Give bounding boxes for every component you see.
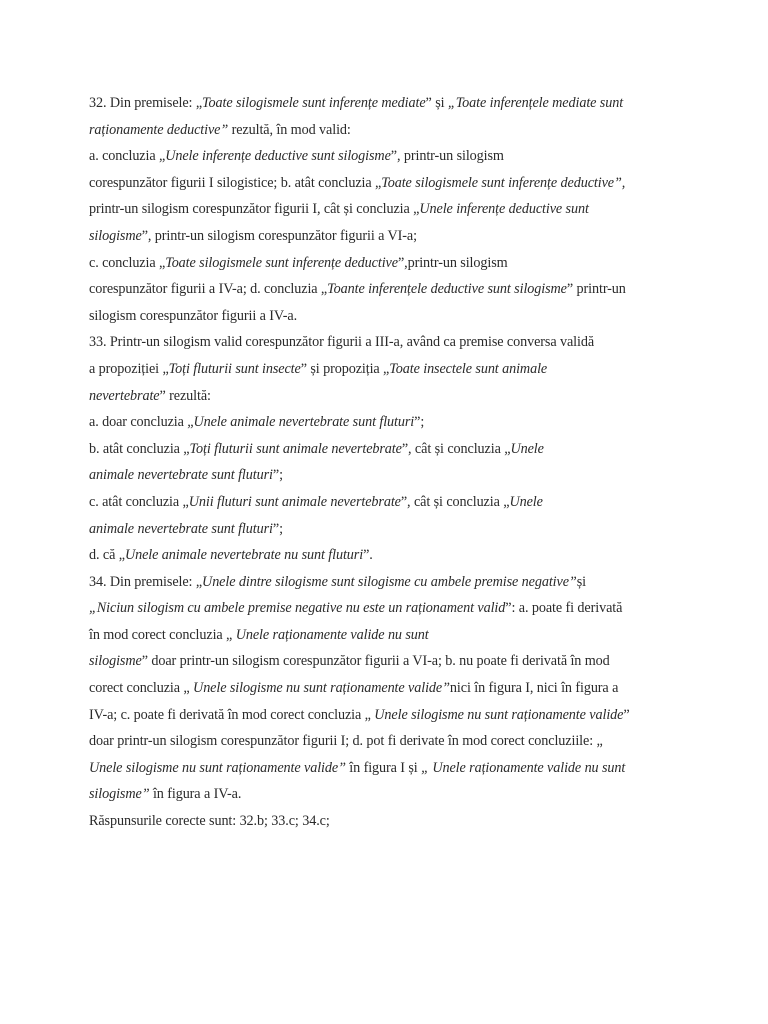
italic-text-segment: Unele silogisme nu sunt raționamente valide” — [193, 680, 450, 697]
text-segment: ” — [623, 706, 630, 723]
text-line — [89, 675, 689, 702]
text-segment: ” printr-un — [566, 281, 626, 298]
text-segment: a. doar concluzia „ — [89, 414, 194, 431]
italic-text-segment: Toate silogismele sunt inferențe deductive — [165, 254, 398, 271]
text-line — [89, 781, 689, 808]
italic-text-segment: silogisme — [89, 227, 142, 244]
text-segment: a propoziției „ — [89, 360, 169, 377]
text-segment: în figura I și — [345, 759, 422, 776]
text-segment: în mod corect concluzia „ — [89, 626, 236, 643]
italic-text-segment: silogisme — [89, 653, 142, 670]
text-line — [89, 516, 689, 543]
text-segment: ” și propoziția „ — [300, 360, 390, 377]
text-line — [89, 117, 689, 144]
text-line — [89, 728, 689, 755]
text-line — [89, 648, 689, 675]
text-line — [89, 170, 689, 197]
text-segment: ”, cât și concluzia „ — [401, 440, 511, 457]
italic-text-segment: Toți fluturii sunt insecte — [168, 360, 301, 377]
italic-text-segment: animale nevertebrate sunt fluturi — [89, 520, 273, 537]
text-segment: ”; — [272, 467, 283, 484]
text-line — [89, 223, 689, 250]
text-line — [89, 276, 689, 303]
text-line — [89, 409, 689, 436]
text-segment: ”: a. poate fi derivată — [505, 600, 623, 617]
italic-text-segment: Unele silogisme nu sunt raționamente valide — [374, 706, 624, 723]
text-segment: ”,printr-un silogism — [397, 254, 508, 271]
text-segment: IV-a; c. poate fi derivată în mod corect concluzia „ — [89, 706, 375, 723]
text-segment: a. concluzia „ — [89, 148, 166, 165]
italic-text-segment: Unele silogisme nu sunt raționamente valide” — [89, 759, 346, 776]
italic-text-segment: Unele — [510, 440, 544, 457]
text-segment: ”; — [272, 520, 283, 537]
text-line — [89, 808, 689, 835]
italic-text-segment: Unele inferențe deductive sunt — [419, 201, 589, 218]
text-segment: ” rezultă: — [159, 387, 211, 404]
italic-text-segment: Unii fluturi sunt animale nevertebrate — [188, 493, 401, 510]
italic-text-segment: „Toate inferențele mediate sunt — [447, 95, 624, 111]
italic-text-segment: Unele inferențe deductive sunt silogisme — [165, 148, 391, 165]
italic-text-segment: Toate silogismele sunt inferențe mediate — [202, 95, 426, 111]
text-segment: corect concluzia „ — [89, 680, 194, 697]
italic-text-segment: animale nevertebrate sunt fluturi — [89, 467, 273, 484]
italic-text-segment: Toți fluturii sunt animale nevertebrate — [189, 440, 402, 457]
text-line — [89, 755, 689, 782]
text-segment: ”. — [363, 547, 373, 564]
text-segment: ”; — [414, 414, 425, 431]
text-line — [89, 250, 689, 277]
text-line — [89, 595, 689, 622]
text-segment: d. că „ — [89, 547, 125, 564]
text-line — [89, 436, 689, 463]
text-segment: c. atât concluzia „ — [89, 493, 189, 510]
text-line — [89, 489, 689, 516]
text-line — [89, 303, 689, 330]
italic-text-segment: „ Unele raționamente valide nu sunt — [421, 759, 626, 776]
text-segment: corespunzător figurii a IV-a; d. concluzia „ — [89, 281, 328, 298]
text-segment: ” doar printr-un silogism corespunzător figurii a VI-a; b. nu poate fi derivată în mod — [141, 653, 610, 670]
text-segment: Răspunsurile corecte sunt: 32.b; 33.c; 34.c; — [89, 813, 330, 830]
italic-text-segment: Toate insectele sunt animale — [389, 360, 548, 377]
text-segment: ”, printr-un silogism corespunzător figurii a VI-a; — [141, 227, 417, 244]
text-segment: și — [576, 573, 586, 590]
document-body — [89, 90, 689, 835]
text-segment: b. atât concluzia „ — [89, 440, 190, 457]
text-segment: printr-un silogism corespunzător figurii I, cât și concluzia „ — [89, 201, 420, 218]
text-segment: rezultă, în mod valid: — [228, 121, 351, 138]
text-segment: 32. Din premisele: „ — [89, 95, 203, 111]
text-line — [89, 143, 689, 170]
italic-text-segment: Unele — [509, 493, 543, 510]
italic-text-segment: silogisme” — [89, 786, 150, 803]
italic-text-segment: Unele animale nevertebrate nu sunt fluturi — [124, 547, 364, 564]
text-line — [89, 542, 689, 569]
text-segment: nici în figura I, nici în figura a — [449, 680, 619, 697]
text-segment: ”, printr-un silogism — [390, 148, 504, 165]
italic-text-segment: Unele raționamente valide nu sunt — [235, 626, 429, 643]
text-line — [89, 383, 689, 410]
text-segment: corespunzător figurii I silogistice; b. atât concluzia „ — [89, 174, 382, 191]
text-line — [89, 90, 689, 117]
italic-text-segment: „Niciun silogism cu ambele premise negative nu este un raționament valid — [89, 600, 506, 617]
italic-text-segment: raționamente deductive” — [89, 121, 229, 138]
text-segment: în figura a IV-a. — [149, 786, 242, 803]
text-segment: silogism corespunzător figurii a IV-a. — [89, 307, 298, 324]
italic-text-segment: Unele animale nevertebrate sunt fluturi — [193, 414, 415, 431]
text-segment: ” și — [425, 95, 448, 111]
italic-text-segment: Toante inferențele deductive sunt silogisme — [327, 281, 567, 298]
text-segment: 33. Printr-un silogism valid corespunzător figurii a III-a, având ca premise conversa validă — [89, 334, 595, 351]
text-line — [89, 622, 689, 649]
text-line — [89, 702, 689, 729]
italic-text-segment: Toate silogismele sunt inferențe deductive”, — [381, 174, 626, 191]
text-segment: c. concluzia „ — [89, 254, 166, 271]
text-line — [89, 196, 689, 223]
text-line — [89, 462, 689, 489]
text-line — [89, 356, 689, 383]
text-line — [89, 569, 689, 596]
text-segment: 34. Din premisele: „ — [89, 573, 203, 590]
italic-text-segment: Unele dintre silogisme sunt silogisme cu ambele premise negative” — [202, 573, 577, 590]
text-line — [89, 329, 689, 356]
text-segment: ”, cât și concluzia „ — [400, 493, 510, 510]
text-segment: doar printr-un silogism corespunzător figurii I; d. pot fi derivate în mod corect concluziile: „ — [89, 733, 603, 750]
italic-text-segment: nevertebrate — [89, 387, 160, 404]
